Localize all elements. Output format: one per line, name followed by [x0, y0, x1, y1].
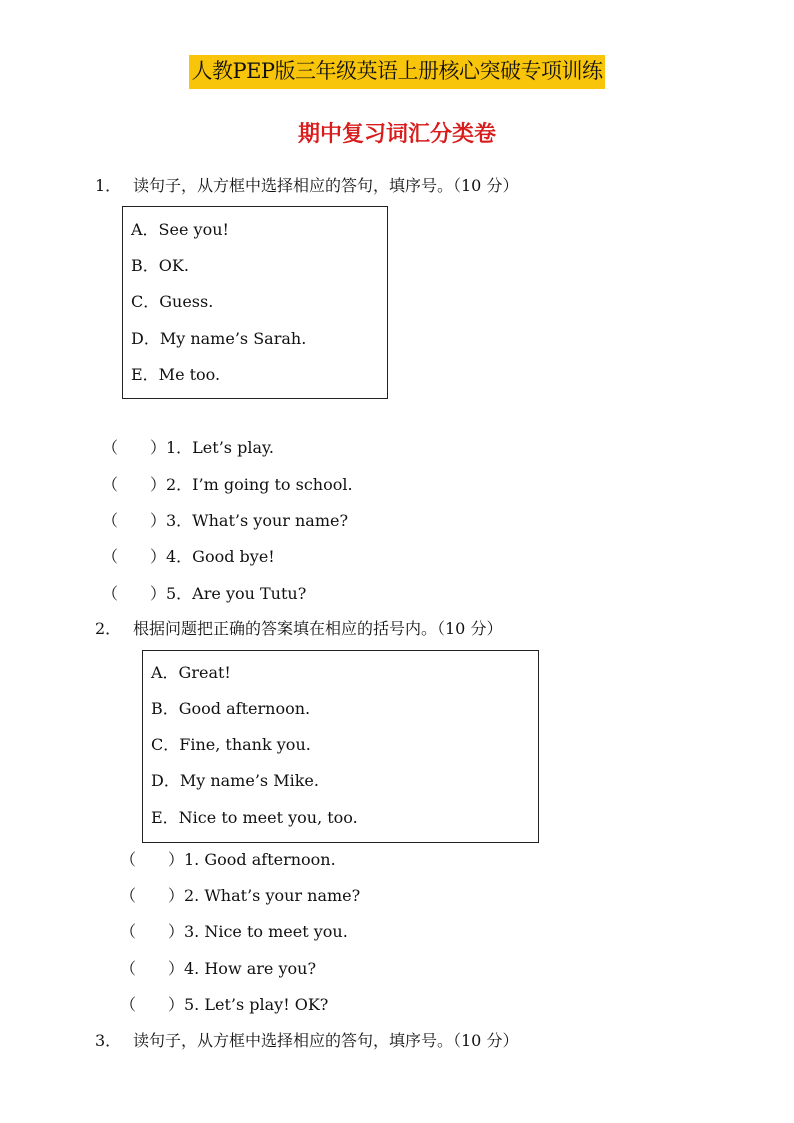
- answer-line-1-5[interactable]: （ ）5．Are you Tutu?: [102, 584, 307, 603]
- option-d: D．My name’s Sarah.: [131, 329, 307, 348]
- option-b: B．Good afternoon.: [151, 699, 311, 718]
- answer-line-1-3[interactable]: （ ）3．What’s your name?: [102, 511, 349, 530]
- option-c: C．Guess.: [131, 292, 214, 311]
- answer-line-2-1[interactable]: （ ）1. Good afternoon.: [120, 850, 336, 869]
- answer-options-box-2: [142, 650, 539, 843]
- option-a: A．See you!: [131, 220, 229, 239]
- banner-text: 人教PEP版三年级英语上册核心突破专项训练: [189, 55, 604, 89]
- question-number: 1．: [95, 176, 122, 195]
- option-c: C．Fine, thank you.: [151, 735, 311, 754]
- option-d: D．My name’s Mike.: [151, 771, 319, 790]
- question-instruction: 根据问题把正确的答案填在相应的括号内。（10 分）: [133, 619, 503, 638]
- option-e: E．Nice to meet you, too.: [151, 808, 358, 827]
- answer-line-2-5[interactable]: （ ）5. Let’s play! OK?: [120, 995, 329, 1014]
- answer-options-box-1: [122, 206, 388, 399]
- question-number: 2．: [95, 619, 122, 638]
- question-3-heading: [95, 1028, 518, 1051]
- option-b: B．OK.: [131, 256, 189, 275]
- answer-line-2-4[interactable]: （ ）4. How are you?: [120, 959, 317, 978]
- option-a: A．Great!: [151, 663, 231, 682]
- answer-line-2-3[interactable]: （ ）3. Nice to meet you.: [120, 922, 348, 941]
- answer-line-1-1[interactable]: （ ）1．Let’s play.: [102, 438, 274, 457]
- question-1-heading: [95, 173, 518, 196]
- question-instruction: 读句子，从方框中选择相应的答句，填序号。（10 分）: [133, 176, 519, 195]
- answer-line-2-2[interactable]: （ ）2. What’s your name?: [120, 886, 361, 905]
- question-number: 3．: [95, 1031, 122, 1050]
- question-2-heading: [95, 616, 502, 639]
- option-e: E．Me too.: [131, 365, 221, 384]
- worksheet-banner: [0, 55, 794, 85]
- question-instruction: 读句子，从方框中选择相应的答句，填序号。（10 分）: [133, 1031, 519, 1050]
- answer-line-1-2[interactable]: （ ）2．I’m going to school.: [102, 475, 353, 494]
- answer-line-1-4[interactable]: （ ）4．Good bye!: [102, 547, 275, 566]
- worksheet-subtitle: 期中复习词汇分类卷: [297, 122, 496, 147]
